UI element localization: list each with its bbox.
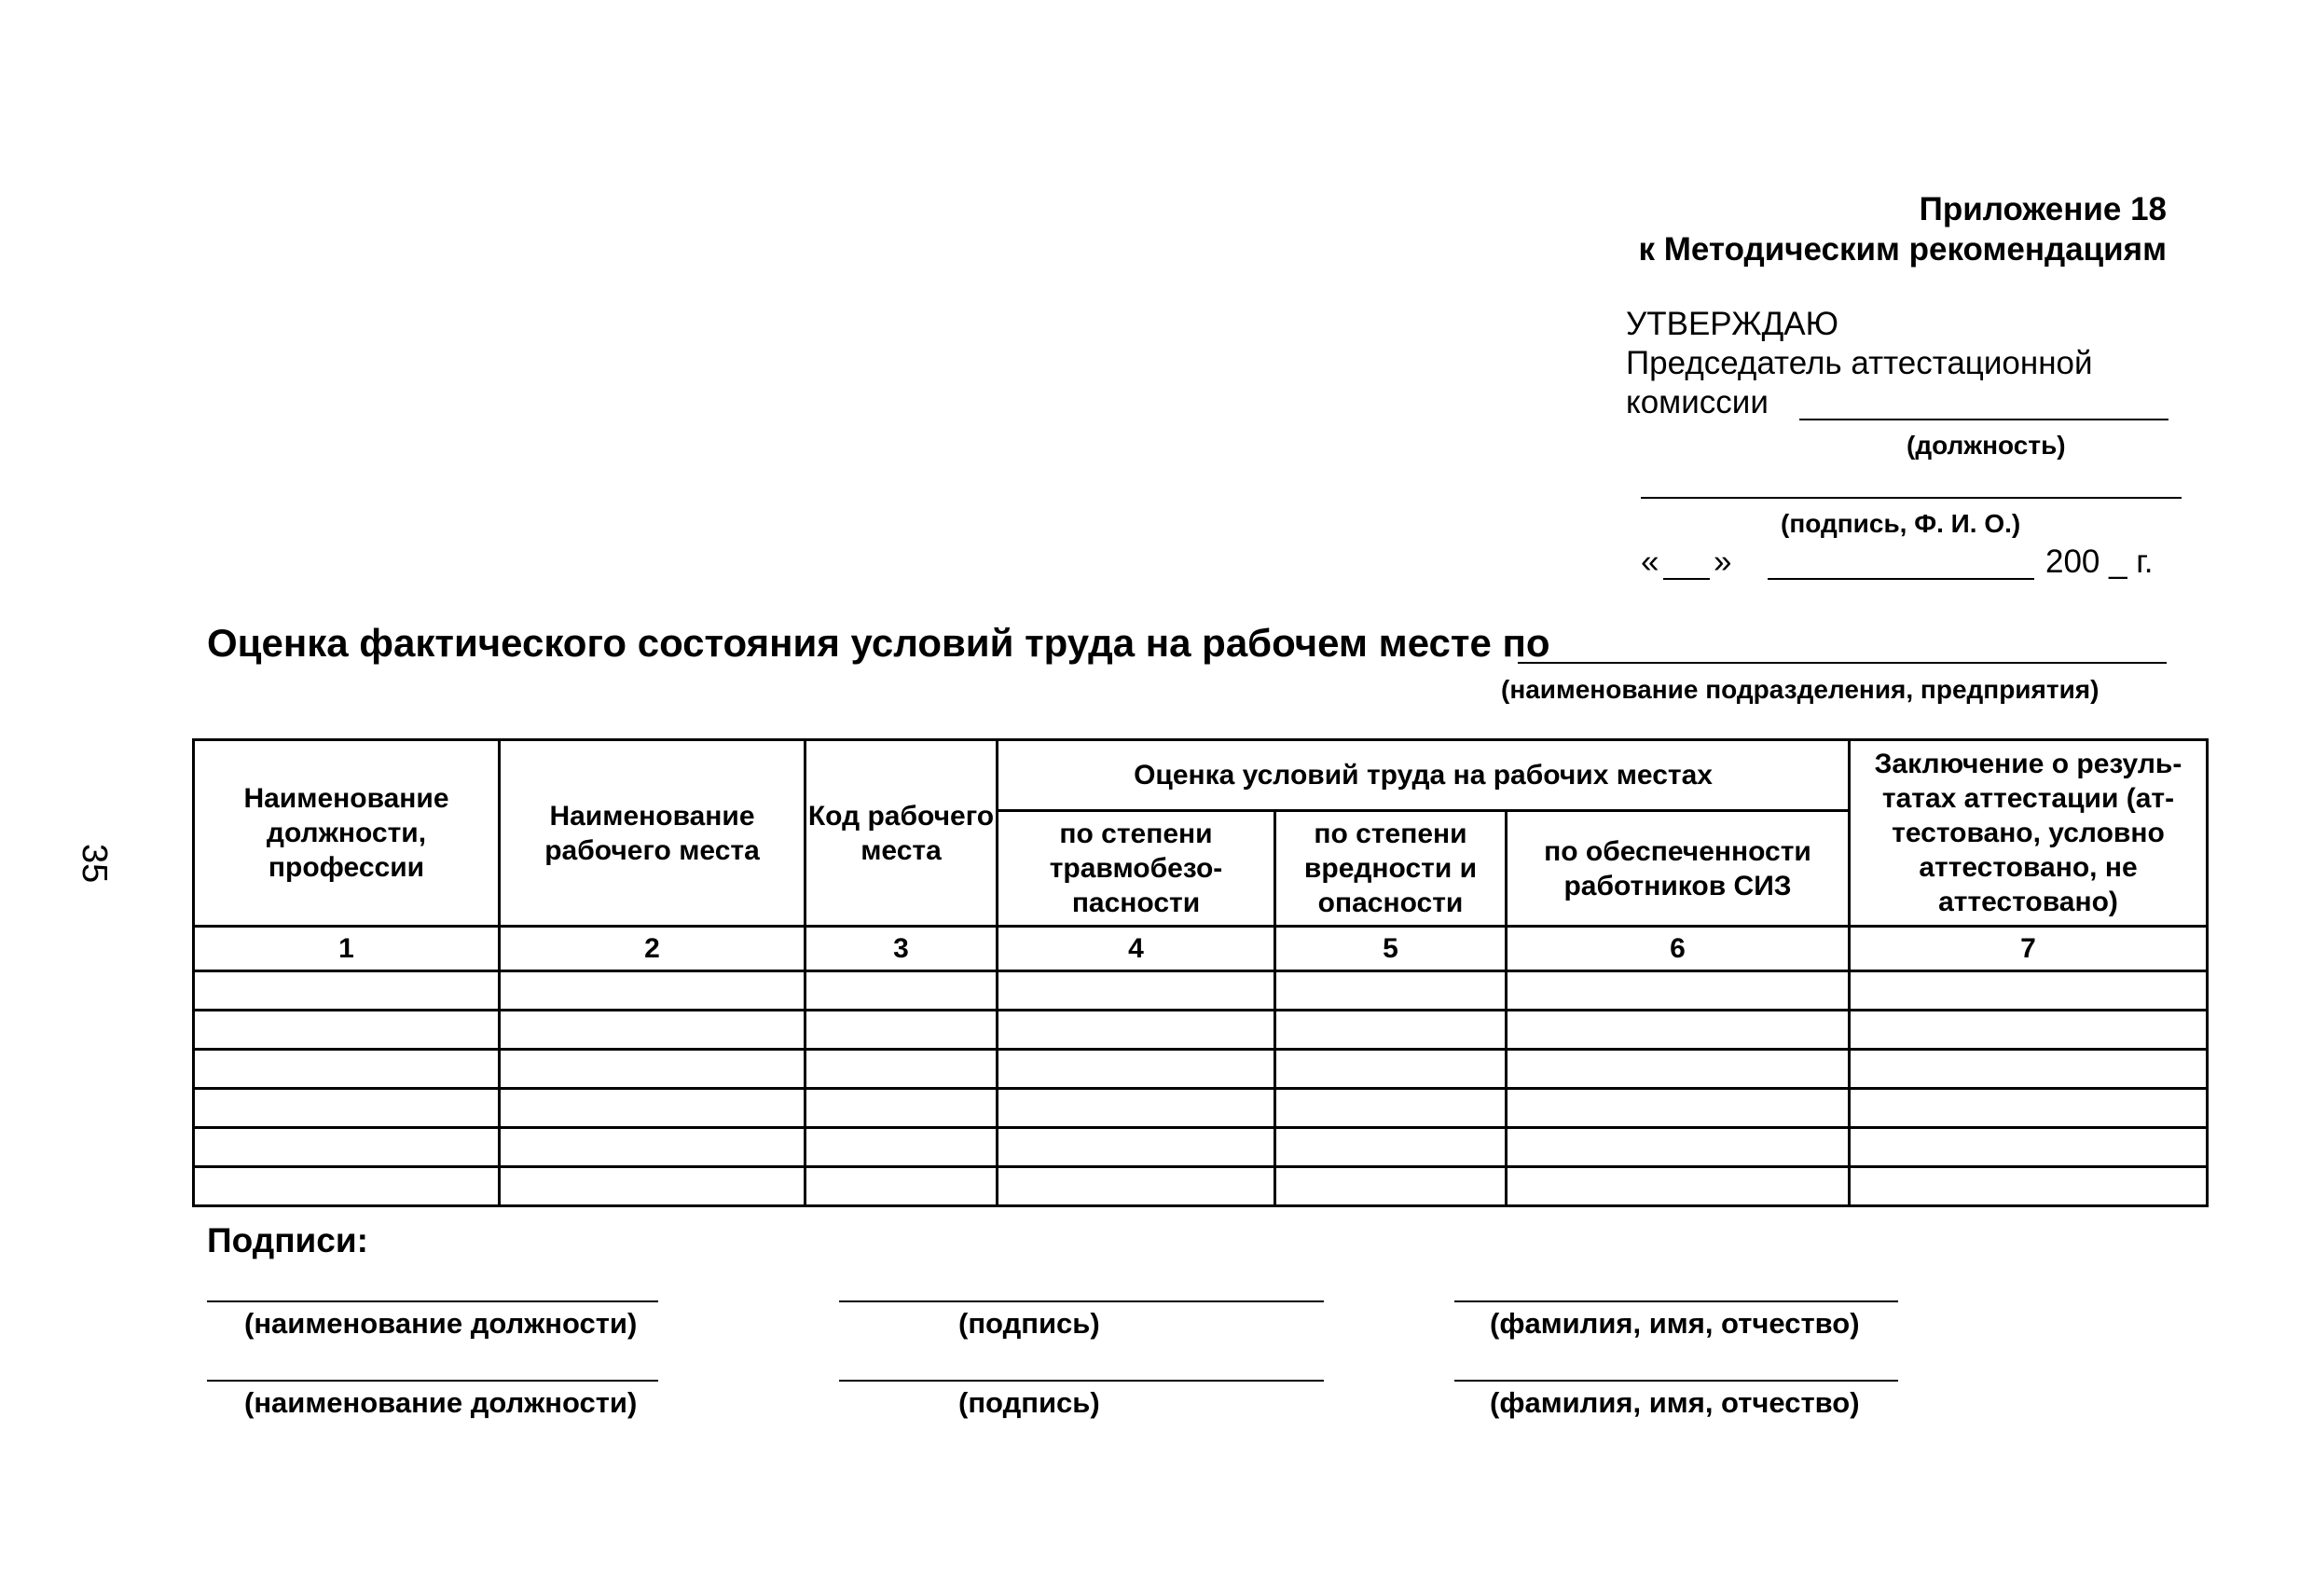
position-caption: (должность)	[1907, 431, 2066, 460]
table-cell[interactable]	[194, 1089, 500, 1128]
column-number: 4	[998, 927, 1275, 971]
appendix-number: Приложение 18	[1919, 191, 2167, 227]
sig2-name-line	[1454, 1380, 1898, 1382]
table-cell[interactable]	[1850, 1167, 2208, 1206]
sig1-name-line	[1454, 1300, 1898, 1302]
table-cell[interactable]	[998, 1167, 1275, 1206]
table-cell[interactable]	[500, 1011, 805, 1050]
signatures-heading: Подписи:	[207, 1221, 368, 1259]
sig2-name-caption: (фамилия, имя, отчество)	[1490, 1386, 1860, 1419]
table-cell[interactable]	[194, 1128, 500, 1167]
table-cell[interactable]	[805, 1128, 998, 1167]
table-cell[interactable]	[194, 971, 500, 1011]
table-row	[194, 1089, 2208, 1128]
department-caption: (наименование подразделения, предприятия)	[1501, 675, 2100, 704]
header-conclusion: Заключение о резуль-татах аттестации (ат-тестовано, условно аттестовано, не аттестовано)	[1850, 740, 2208, 927]
table-cell[interactable]	[1507, 1089, 1850, 1128]
header-assessment-group: Оценка условий труда на рабочих местах	[998, 740, 1850, 811]
sig2-position-caption: (наименование должности)	[244, 1386, 638, 1419]
sig2-signature-line	[839, 1380, 1324, 1382]
table-cell[interactable]	[1275, 1167, 1507, 1206]
table-cell[interactable]	[1507, 1011, 1850, 1050]
table-cell[interactable]	[1507, 1128, 1850, 1167]
table-cell[interactable]	[805, 971, 998, 1011]
table-cell[interactable]	[805, 1011, 998, 1050]
table-cell[interactable]	[500, 1167, 805, 1206]
table-cell[interactable]	[500, 1128, 805, 1167]
table-cell[interactable]	[1850, 1011, 2208, 1050]
table-cell[interactable]	[805, 1089, 998, 1128]
header-injury-safety: по степени травмобезо-пасности	[998, 811, 1275, 927]
appendix-subtitle: к Методическим рекомендациям	[1638, 231, 2167, 268]
position-line	[1799, 419, 2168, 420]
page-number: 35	[75, 844, 114, 884]
table-cell[interactable]	[998, 1050, 1275, 1089]
date-day-line	[1663, 578, 1710, 580]
date-open-quote: «	[1641, 543, 1659, 580]
sig1-position-caption: (наименование должности)	[244, 1307, 638, 1340]
assessment-table	[192, 738, 2209, 1207]
header-workplace-code: Код рабочего места	[805, 740, 998, 927]
approve-heading: УТВЕРЖДАЮ	[1626, 306, 1838, 342]
sig2-position-line	[207, 1380, 658, 1382]
table-cell[interactable]	[1850, 1128, 2208, 1167]
header-position: Наименование должности, профессии	[194, 740, 500, 927]
table-cell[interactable]	[1275, 1128, 1507, 1167]
table-cell[interactable]	[194, 1167, 500, 1206]
column-number: 1	[194, 927, 500, 971]
document-title: Оценка фактического состояния условий труда на рабочем месте по	[207, 621, 1550, 665]
table-cell[interactable]	[1507, 971, 1850, 1011]
table-cell[interactable]	[1850, 1089, 2208, 1128]
table-row	[194, 1128, 2208, 1167]
table-cell[interactable]	[500, 1089, 805, 1128]
table-cell[interactable]	[194, 1011, 500, 1050]
column-number: 3	[805, 927, 998, 971]
table-cell[interactable]	[1850, 971, 2208, 1011]
column-number-row	[194, 927, 2208, 971]
table-row	[194, 1011, 2208, 1050]
table-cell[interactable]	[998, 971, 1275, 1011]
signature-caption: (подпись, Ф. И. О.)	[1781, 509, 2021, 538]
approve-chairman-line: Председатель аттестационной	[1626, 345, 2093, 381]
header-workplace: Наименование рабочего места	[500, 740, 805, 927]
header-ppe: по обеспеченности работников СИЗ	[1507, 811, 1850, 927]
table-cell[interactable]	[1275, 1011, 1507, 1050]
department-line	[1518, 662, 2167, 664]
table-cell[interactable]	[1850, 1050, 2208, 1089]
table-row	[194, 971, 2208, 1011]
sig1-signature-line	[839, 1300, 1324, 1302]
table-cell[interactable]	[998, 1128, 1275, 1167]
date-month-line	[1768, 578, 2034, 580]
table-cell[interactable]	[998, 1089, 1275, 1128]
approve-commission-line: комиссии	[1626, 384, 1769, 420]
table-cell[interactable]	[194, 1050, 500, 1089]
table-cell[interactable]	[805, 1167, 998, 1206]
date-close-quote: »	[1714, 543, 1732, 580]
signature-line	[1641, 497, 2182, 499]
date-year: 200 _ г.	[2045, 543, 2154, 580]
table-row	[194, 1050, 2208, 1089]
table-cell[interactable]	[805, 1050, 998, 1089]
table-cell[interactable]	[998, 1011, 1275, 1050]
table-cell[interactable]	[1275, 1089, 1507, 1128]
sig1-position-line	[207, 1300, 658, 1302]
table-row	[194, 1167, 2208, 1206]
table-cell[interactable]	[1275, 971, 1507, 1011]
table-cell[interactable]	[1507, 1167, 1850, 1206]
table-cell[interactable]	[500, 971, 805, 1011]
table-cell[interactable]	[1507, 1050, 1850, 1089]
header-harmfulness: по степени вредности и опасности	[1275, 811, 1507, 927]
column-number: 7	[1850, 927, 2208, 971]
sig1-name-caption: (фамилия, имя, отчество)	[1490, 1307, 1860, 1340]
column-number: 2	[500, 927, 805, 971]
table-cell[interactable]	[500, 1050, 805, 1089]
column-number: 5	[1275, 927, 1507, 971]
table-cell[interactable]	[1275, 1050, 1507, 1089]
sig2-signature-caption: (подпись)	[958, 1386, 1100, 1419]
column-number: 6	[1507, 927, 1850, 971]
sig1-signature-caption: (подпись)	[958, 1307, 1100, 1340]
